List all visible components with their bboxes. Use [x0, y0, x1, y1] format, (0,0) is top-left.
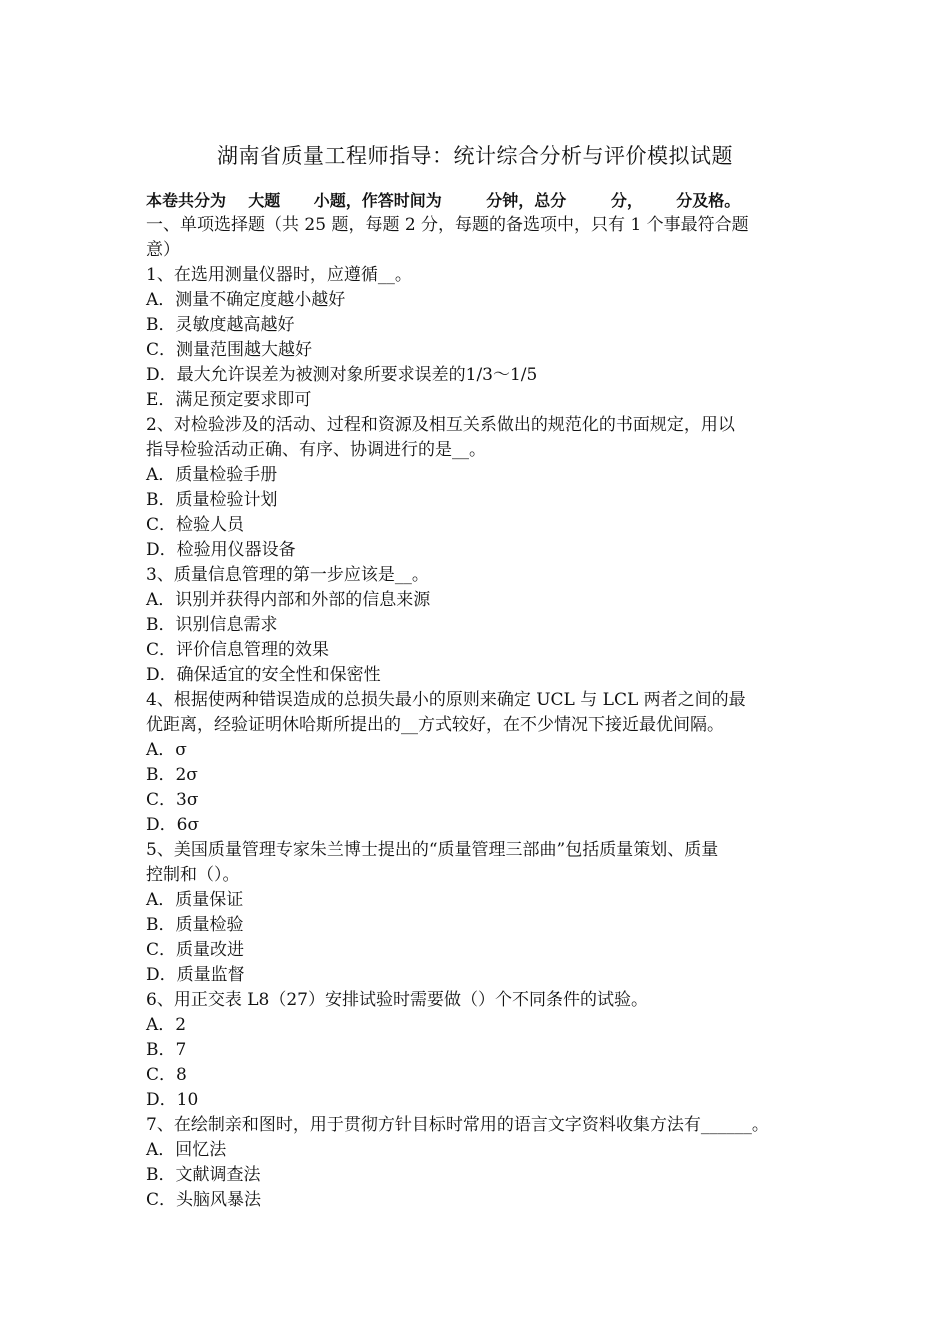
answer-option: B．7 [146, 1040, 187, 1060]
answer-option: A．质量保证 [146, 890, 244, 910]
document-title: 湖南省质量工程师指导：统计综合分析与评价模拟试题 [217, 144, 733, 168]
document-body [146, 188, 816, 1213]
question-stem: 6、用正交表 L8（27）安排试验时需要做（）个不同条件的试验。 [146, 990, 648, 1010]
answer-option: B．识别信息需求 [146, 615, 278, 635]
answer-option: B．灵敏度越高越好 [146, 315, 295, 335]
question-stem: 5、美国质量管理专家朱兰博士提出的“质量管理三部曲”包括质量策划、质量 [146, 840, 719, 860]
answer-option: D．检验用仪器设备 [146, 540, 296, 560]
answer-option: C．头脑风暴法 [146, 1190, 262, 1210]
question-stem: 控制和（）。 [146, 865, 240, 885]
answer-option: A．质量检验手册 [146, 465, 278, 485]
question-stem: 4、根据使两种错误造成的总损失最小的原则来确定 UCL 与 LCL 两者之间的最 [146, 690, 746, 710]
answer-option: D．10 [146, 1090, 199, 1110]
answer-option: D．最大允许误差为被测对象所要求误差的1/3～1/5 [146, 365, 538, 385]
question-list [146, 263, 816, 1213]
answer-option: E．满足预定要求即可 [146, 390, 312, 410]
question-block [146, 688, 816, 838]
question-block [146, 838, 816, 988]
question-stem: 优距离，经验证明休哈斯所提出的__方式较好，在不少情况下接近最优间隔。 [146, 715, 724, 735]
question-stem: 1、在选用测量仪器时，应遵循__。 [146, 265, 412, 285]
answer-option: B．质量检验计划 [146, 490, 278, 510]
answer-option: A．σ [146, 740, 187, 760]
question-block [146, 563, 816, 688]
question-stem: 2、对检验涉及的活动、过程和资源及相互关系做出的规范化的书面规定，用以 [146, 415, 735, 435]
question-stem: 3、质量信息管理的第一步应该是__。 [146, 565, 429, 585]
question-stem: 指导检验活动正确、有序、协调进行的是__。 [146, 440, 486, 460]
answer-option: C．检验人员 [146, 515, 245, 535]
question-block [146, 263, 816, 413]
question-stem: 7、在绘制亲和图时，用于贯彻方针目标时常用的语言文字资料收集方法有______。 [146, 1115, 769, 1135]
question-block [146, 413, 816, 563]
answer-option: C．评价信息管理的效果 [146, 640, 330, 660]
section-heading-line-1: 一、单项选择题（共 25 题，每题 2 分，每题的备选项中，只有 1 个事最符合题 [146, 215, 749, 235]
answer-option: D．确保适宜的安全性和保密性 [146, 665, 381, 685]
answer-option: C．3σ [146, 790, 199, 810]
answer-option: D．质量监督 [146, 965, 245, 985]
answer-option: D．6σ [146, 815, 200, 835]
question-block [146, 1113, 816, 1213]
question-block [146, 988, 816, 1113]
answer-option: A．2 [146, 1015, 187, 1035]
answer-option: C．质量改进 [146, 940, 245, 960]
answer-option: A．测量不确定度越小越好 [146, 290, 346, 310]
answer-option: A．识别并获得内部和外部的信息来源 [146, 590, 431, 610]
answer-option: B．质量检验 [146, 915, 244, 935]
answer-option: A．回忆法 [146, 1140, 227, 1160]
answer-option: B．文献调查法 [146, 1165, 261, 1185]
answer-option: C．8 [146, 1065, 187, 1085]
section-heading-line-2: 意） [146, 240, 180, 260]
answer-option: C．测量范围越大越好 [146, 340, 313, 360]
exam-summary: 本卷共分为 大题 小题，作答时间为 分钟，总分 分， 分及格。 [146, 191, 741, 210]
answer-option: B．2σ [146, 765, 198, 785]
